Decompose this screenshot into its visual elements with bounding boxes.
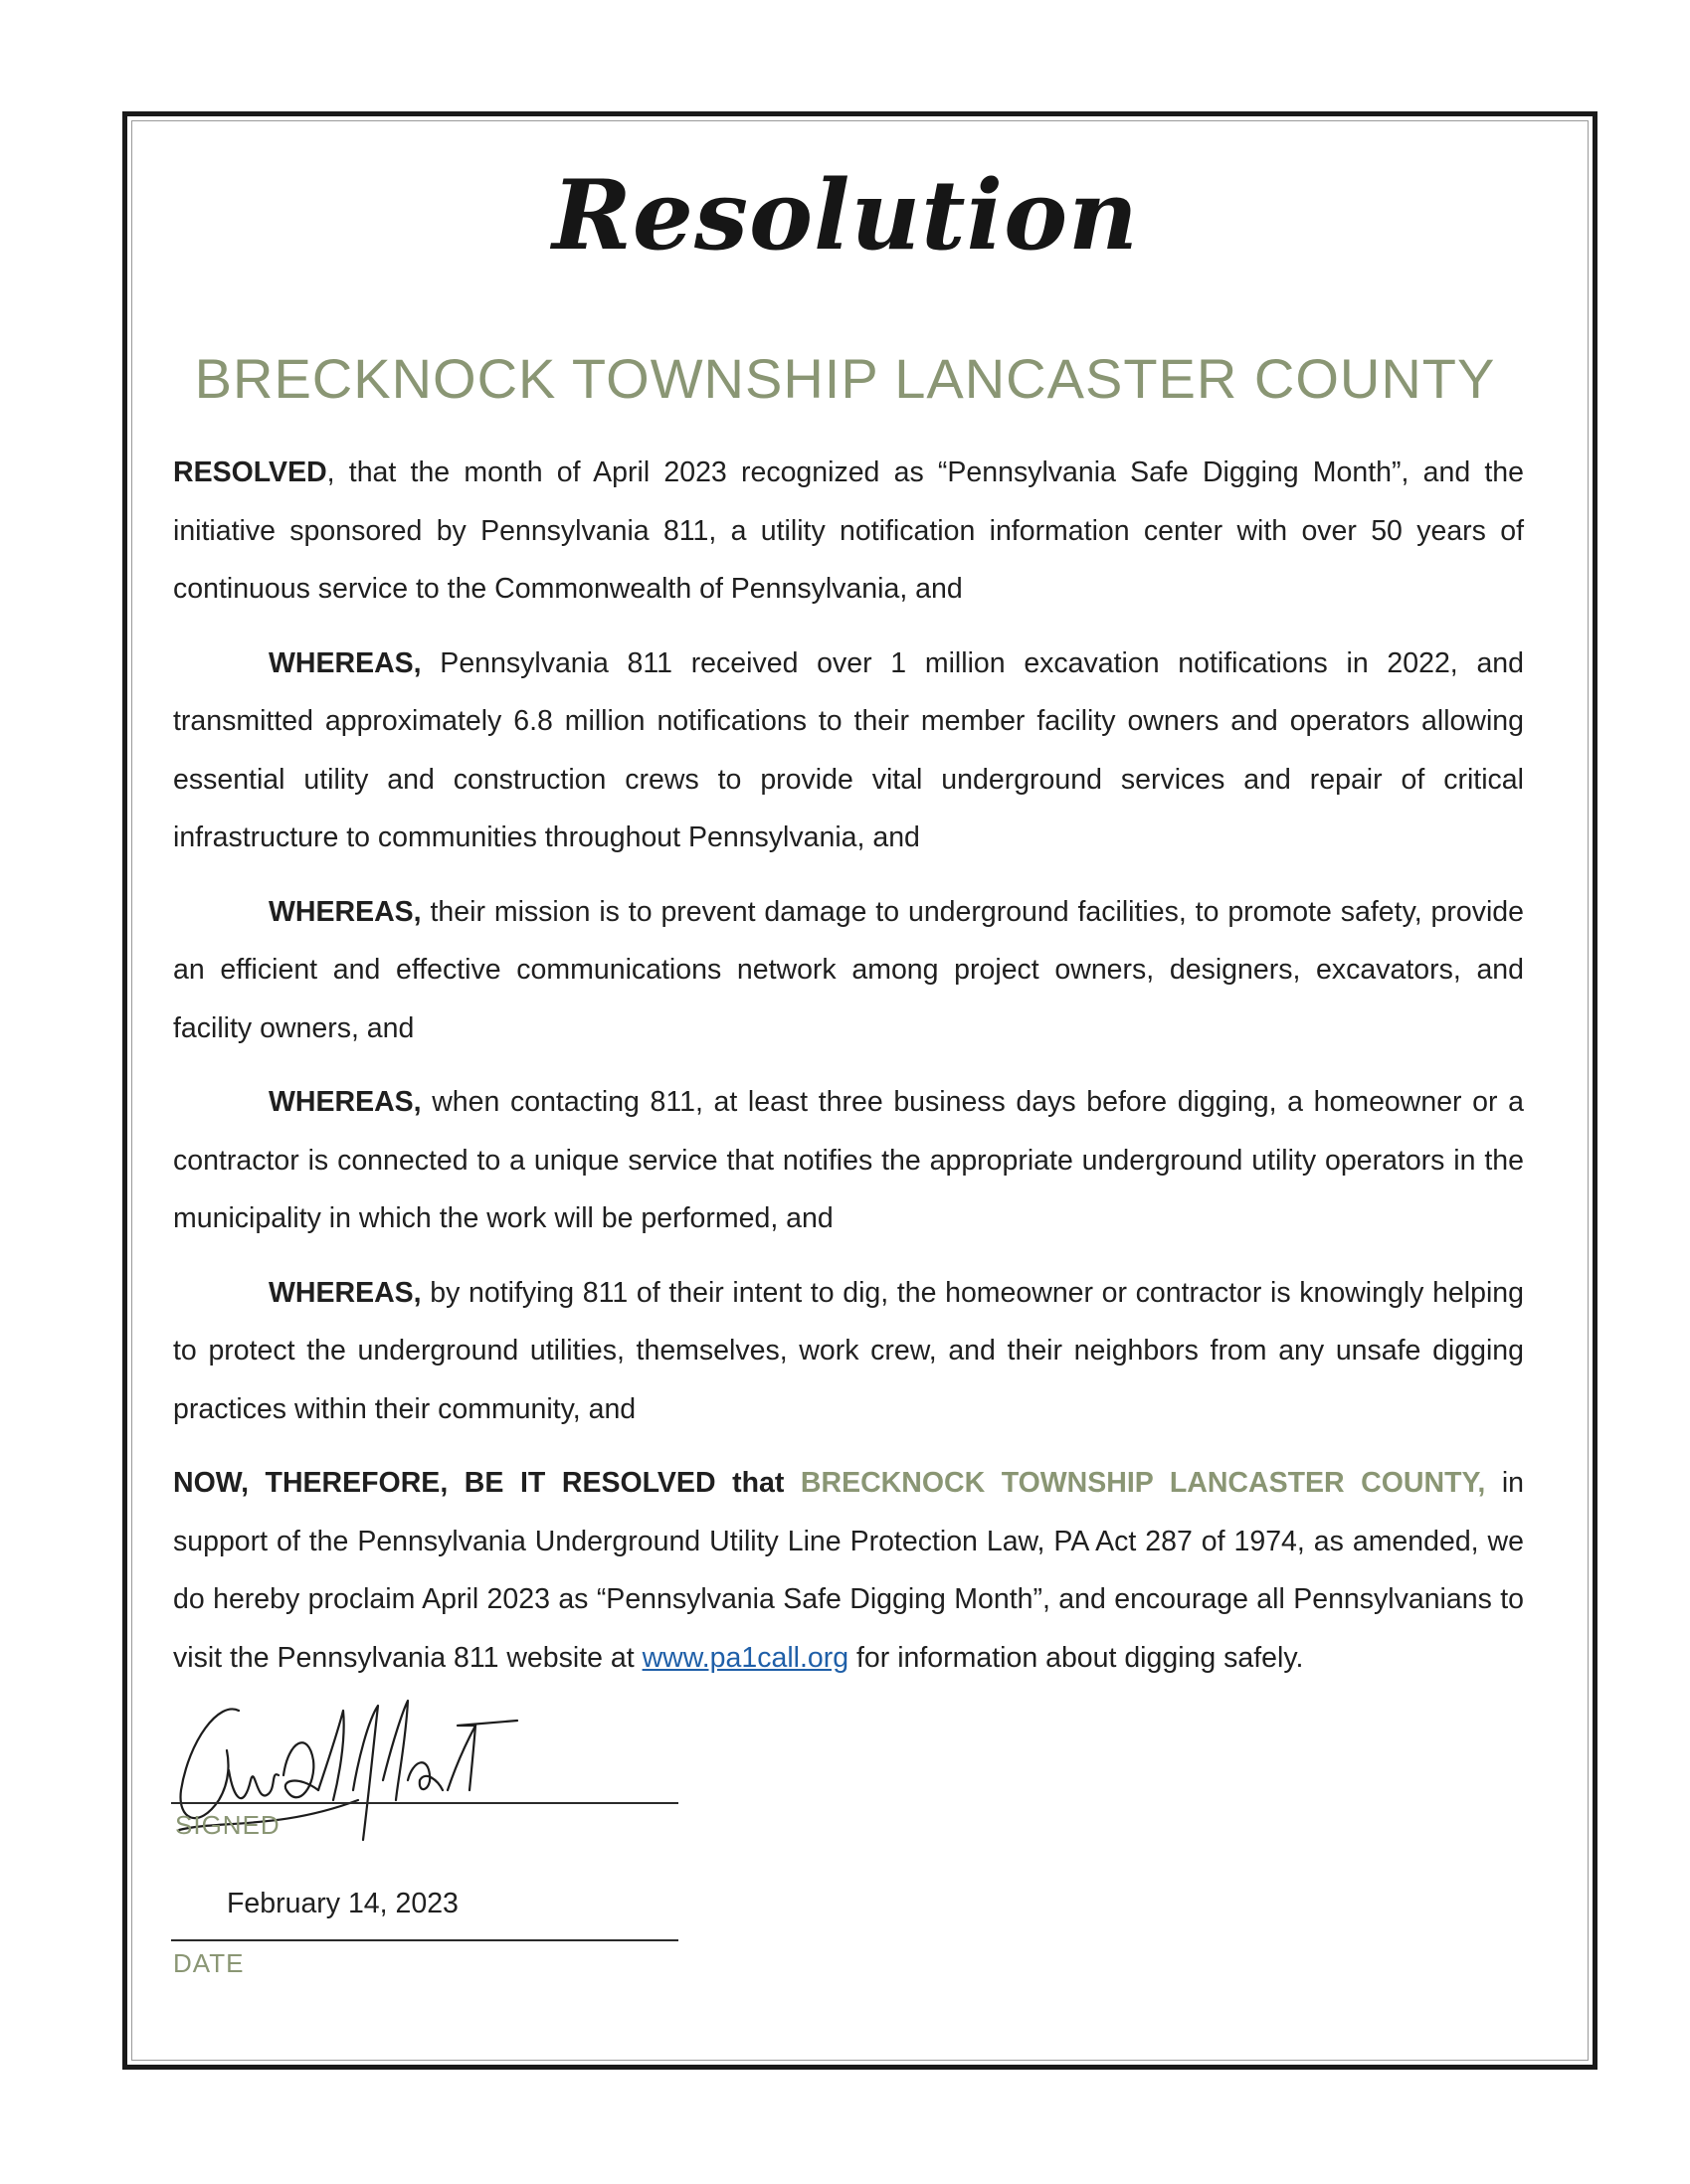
paragraph-whereas-4 <box>173 1264 1524 1439</box>
paragraph-lead: WHEREAS, <box>269 646 422 679</box>
township-heading: BRECKNOCK TOWNSHIP LANCASTER COUNTY <box>194 347 1496 410</box>
paragraph-lead: WHEREAS, <box>269 1276 422 1309</box>
paragraph-resolved <box>173 444 1524 619</box>
date-label: DATE <box>173 1948 245 1978</box>
paragraph-whereas-1 <box>173 635 1524 867</box>
paragraph-lead: WHEREAS, <box>269 1086 422 1118</box>
paragraph-text: by notifying 811 of their intent to dig, the homeowner or contractor is knowingly helping to protect the underground utilities, themselves, work crew, and their neighbors from any unsafe digging practices within their community, and <box>173 1276 1524 1425</box>
signature-line <box>171 1802 678 1804</box>
resolution-body <box>173 444 1524 1687</box>
signed-label: SIGNED <box>175 1810 281 1840</box>
paragraph-text: in support of the Pennsylvania Underground Utility Line Protection Law, PA Act 287 of 1974, as amended, we do hereby proclaim April 2023 as “Pennsylvania Safe Digging Month”, and encourage all Pennsylvanians to visit the Pennsylvania 811 website at <box>173 1467 1524 1674</box>
signing-date: February 14, 2023 <box>227 1888 459 1919</box>
paragraph-whereas-2 <box>173 883 1524 1058</box>
paragraph-text: when contacting 811, at least three business days before digging, a homeowner or a contractor is connected to a unique service that notifies the appropriate underground utility operators in the municipality in which the work will be performed, and <box>173 1086 1524 1234</box>
paragraph-text: their mission is to prevent damage to underground facilities, to promote safety, provide an efficient and effective communications network among project owners, designers, excavators, and facility owners, and <box>173 895 1524 1044</box>
paragraph-now-therefore <box>173 1454 1524 1687</box>
resolution-title-script <box>551 159 1139 276</box>
resolution-title-text: Resolution <box>551 159 1139 272</box>
paragraph-lead: WHEREAS, <box>269 895 422 928</box>
paragraph-lead: RESOLVED <box>173 456 327 488</box>
paragraph-text: , that the month of April 2023 recognized as “Pennsylvania Safe Digging Month”, and the initiative sponsored by Pennsylvania 811, a utility notification information center with over 50 years of continuous service to the Commonwealth of Pennsylvania, and <box>173 456 1524 605</box>
paragraph-text-end: for information about digging safely. <box>848 1641 1304 1674</box>
date-line <box>171 1939 678 1941</box>
township-inline-name: BRECKNOCK TOWNSHIP LANCASTER COUNTY, <box>800 1467 1486 1499</box>
paragraph-whereas-3 <box>173 1073 1524 1248</box>
paragraph-lead: NOW, THEREFORE, BE IT RESOLVED that <box>173 1467 785 1499</box>
pa1call-website-link[interactable]: www.pa1call.org <box>642 1641 849 1674</box>
resolution-title <box>0 159 1690 276</box>
paragraph-text: Pennsylvania 811 received over 1 million excavation notifications in 2022, and transmitted approximately 6.8 million notifications to their member facility owners and operators allowing essential utility and construction crews to provide vital underground services and repair of critical infrastructure to communities throughout Pennsylvania, and <box>173 646 1524 853</box>
